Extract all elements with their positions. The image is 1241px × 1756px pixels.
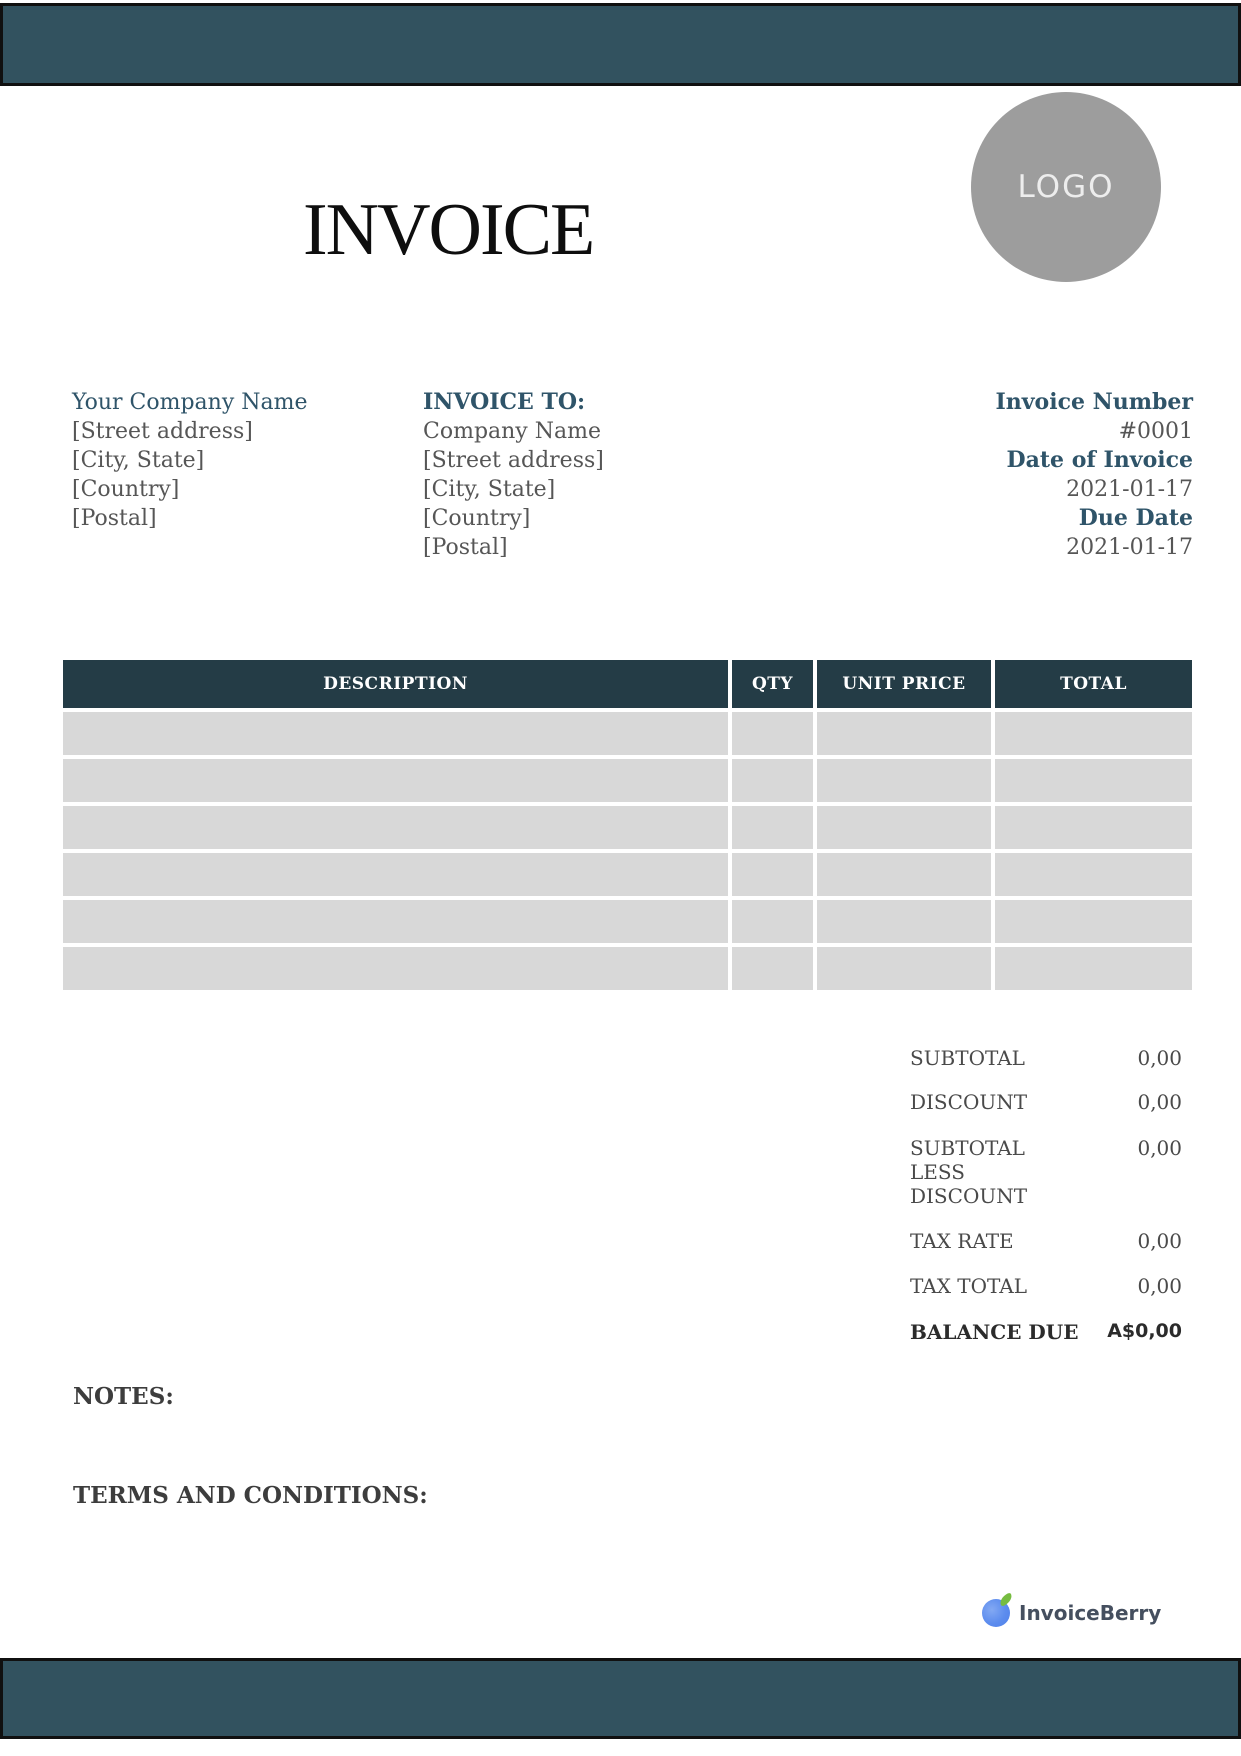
table-cell	[63, 900, 728, 943]
table-row	[63, 853, 1192, 896]
table-cell	[817, 759, 991, 802]
subtotal-label: SUBTOTAL	[910, 1046, 1025, 1070]
subtotal-less-discount-label: SUBTOTAL LESS DISCOUNT	[910, 1136, 1028, 1208]
sender-company-name: Your Company Name	[72, 390, 308, 415]
sender-postal: [Postal]	[72, 506, 157, 531]
sender-country: [Country]	[72, 477, 180, 502]
invoice-date-value: 2021-01-17	[1066, 477, 1193, 502]
invoiceberry-brand	[982, 1599, 1161, 1627]
client-postal: [Postal]	[423, 535, 508, 560]
table-cell	[817, 712, 991, 755]
table-cell	[817, 900, 991, 943]
table-cell	[995, 712, 1192, 755]
table-cell	[995, 853, 1192, 896]
column-header-qty: QTY	[732, 660, 813, 708]
discount-label: DISCOUNT	[910, 1090, 1028, 1114]
client-country: [Country]	[423, 506, 531, 531]
table-cell	[732, 853, 813, 896]
brand-name: InvoiceBerry	[1019, 1601, 1162, 1625]
table-body	[63, 712, 1192, 990]
table-cell	[817, 806, 991, 849]
subtotal-less-discount-value: 0,00	[1137, 1136, 1182, 1160]
terms-heading: TERMS AND CONDITIONS:	[73, 1482, 428, 1509]
tax-total-value: 0,00	[1137, 1274, 1182, 1298]
table-row	[63, 759, 1192, 802]
balance-due-value: A$0,00	[1107, 1320, 1182, 1342]
table-cell	[817, 947, 991, 990]
table-cell	[995, 759, 1192, 802]
invoice-number-value: #0001	[1118, 419, 1193, 444]
table-cell	[732, 806, 813, 849]
leaf-icon	[998, 1592, 1015, 1607]
berry-icon	[982, 1599, 1010, 1627]
table-row	[63, 806, 1192, 849]
company-logo-placeholder	[971, 92, 1161, 282]
table-cell	[63, 759, 728, 802]
invoice-meta-block	[995, 388, 1193, 562]
tax-total-label: TAX TOTAL	[910, 1274, 1027, 1298]
table-cell	[732, 900, 813, 943]
table-header-row	[63, 660, 1192, 708]
discount-value: 0,00	[1137, 1090, 1182, 1114]
table-cell	[63, 712, 728, 755]
client-city-state: [City, State]	[423, 477, 556, 502]
column-header-description: DESCRIPTION	[63, 660, 728, 708]
line-items-table	[63, 660, 1192, 990]
client-company-name: Company Name	[423, 419, 601, 444]
column-header-unit-price: UNIT PRICE	[817, 660, 991, 708]
table-cell	[817, 853, 991, 896]
tax-rate-label: TAX RATE	[910, 1229, 1014, 1253]
discount-row	[910, 1090, 1182, 1114]
table-cell	[995, 947, 1192, 990]
subtotal-less-discount-row	[910, 1136, 1182, 1208]
table-cell	[995, 900, 1192, 943]
sender-street: [Street address]	[72, 419, 253, 444]
table-cell	[63, 947, 728, 990]
tax-rate-value: 0,00	[1137, 1229, 1182, 1253]
table-cell	[732, 712, 813, 755]
invoice-to-heading: INVOICE TO:	[423, 389, 586, 415]
logo-placeholder-label: LOGO	[1017, 169, 1115, 205]
tax-rate-row	[910, 1229, 1182, 1253]
table-row	[63, 712, 1192, 755]
table-cell	[63, 806, 728, 849]
due-date-value: 2021-01-17	[1066, 535, 1193, 560]
column-header-total: TOTAL	[995, 660, 1192, 708]
table-cell	[63, 853, 728, 896]
sender-city-state: [City, State]	[72, 448, 205, 473]
balance-due-row	[910, 1320, 1182, 1344]
invoice-date-label: Date of Invoice	[1006, 447, 1193, 473]
invoice-to-block	[423, 388, 604, 562]
sender-company-block	[72, 388, 308, 533]
bottom-color-band	[0, 1658, 1241, 1739]
table-cell	[732, 759, 813, 802]
client-street: [Street address]	[423, 448, 604, 473]
tax-total-row	[910, 1274, 1182, 1298]
table-cell	[995, 806, 1192, 849]
top-color-band	[0, 3, 1241, 86]
page-title: INVOICE	[303, 189, 594, 271]
invoice-number-label: Invoice Number	[995, 389, 1193, 415]
table-cell	[732, 947, 813, 990]
table-row	[63, 947, 1192, 990]
balance-due-label: BALANCE DUE	[910, 1320, 1079, 1344]
table-row	[63, 900, 1192, 943]
subtotal-row	[910, 1046, 1182, 1070]
notes-heading: NOTES:	[73, 1383, 174, 1410]
due-date-label: Due Date	[1078, 505, 1193, 531]
subtotal-value: 0,00	[1137, 1046, 1182, 1070]
